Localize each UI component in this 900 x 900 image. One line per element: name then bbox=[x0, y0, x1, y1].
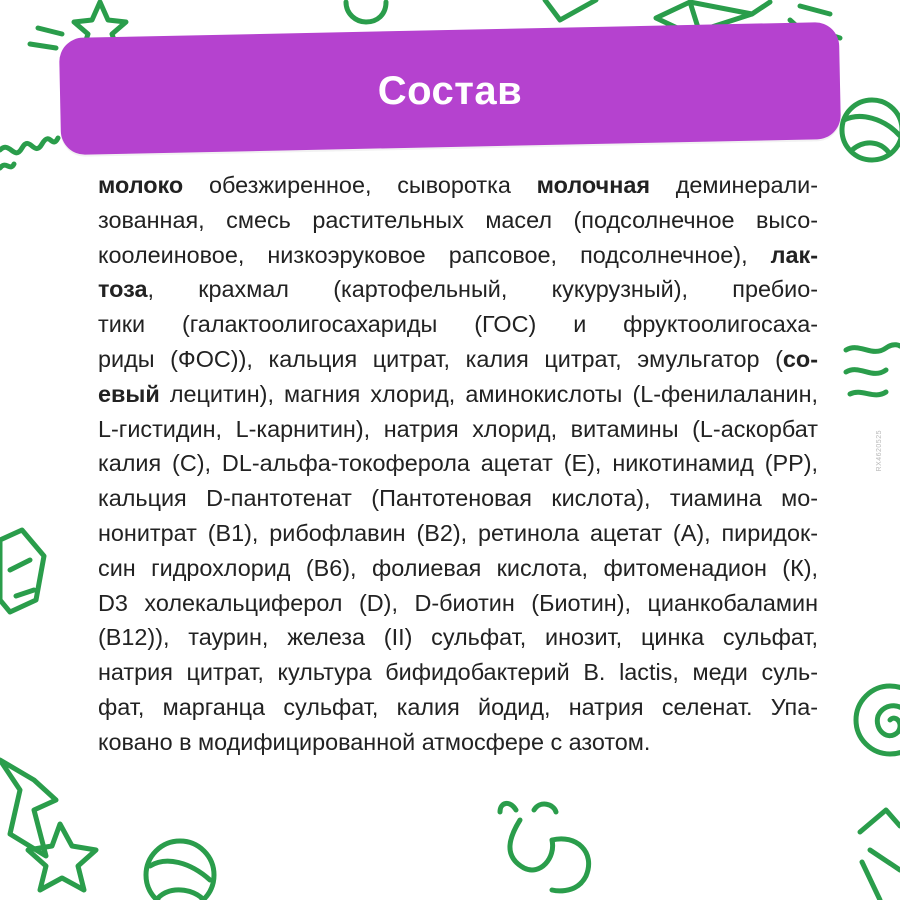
composition-line bbox=[98, 203, 818, 238]
ingredient-text: тики (галактоолигосахариды (ГОС) и фруктоолигосаха- bbox=[98, 311, 818, 338]
composition-line bbox=[98, 725, 818, 760]
gem-doodle-icon bbox=[0, 530, 44, 612]
ingredient-text: (В12)), таурин, железа (II) сульфат, инозит, цинка сульфат, bbox=[98, 624, 818, 651]
composition-line bbox=[98, 586, 818, 621]
bold-ingredient: молочная bbox=[536, 172, 650, 198]
composition-text bbox=[98, 168, 818, 760]
composition-line bbox=[98, 551, 818, 586]
bold-ingredient: со- bbox=[782, 345, 818, 372]
page-title: Состав bbox=[377, 69, 523, 113]
wave-doodle-icon bbox=[846, 345, 900, 395]
ingredient-text: калия (С), DL-альфа-токоферола ацетат (Е), никотинамид (РР), bbox=[98, 450, 818, 477]
composition-line bbox=[98, 307, 818, 342]
leaf-doodle-icon bbox=[860, 810, 900, 900]
ingredient-text: лецитин), магния хлорид, аминокислоты (L-фенилаланин, bbox=[159, 380, 818, 407]
ingredient-text: коолеиновое, низкоэруковое рапсовое, подсолнечное), bbox=[98, 241, 771, 268]
composition-line bbox=[98, 516, 818, 551]
crystal-doodle-icon bbox=[0, 760, 56, 856]
ingredient-text: риды (ФОС)), кальция цитрат, калия цитрат, эмульгатор ( bbox=[98, 345, 783, 372]
composition-line bbox=[98, 342, 818, 377]
composition-line bbox=[98, 412, 818, 447]
composition-line bbox=[98, 168, 818, 203]
ingredient-text: , крахмал (картофельный, кукурузный), пребио- bbox=[147, 276, 818, 303]
composition-line bbox=[98, 446, 818, 481]
ingredient-text: фат, марганца сульфат, калия йодид, натрия селенат. Упа- bbox=[98, 693, 818, 720]
composition-line bbox=[98, 238, 818, 273]
squiggle-doodle-icon bbox=[0, 138, 58, 153]
ingredient-text: ковано в модифицированной атмосфере с азотом. bbox=[98, 728, 651, 755]
bold-ingredient: лак- bbox=[770, 241, 818, 268]
ingredient-text: L-гистидин, L-карнитин), натрия хлорид, витамины (L-аскорбат bbox=[98, 415, 818, 442]
ingredient-text: син гидрохлорид (В6), фолиевая кислота, фитоменадион (К), bbox=[98, 554, 818, 581]
bold-ingredient: евый bbox=[98, 380, 160, 407]
composition-line bbox=[98, 655, 818, 690]
ingredient-text: деминерали- bbox=[649, 172, 819, 198]
ingredient-text: D3 холекальциферол (D), D-биотин (Биотин), цианкобаламин bbox=[98, 589, 818, 616]
ingredient-text: нонитрат (В1), рибофлавин (В2), ретинола ацетат (А), пиридок- bbox=[98, 519, 818, 546]
ingredient-text: натрия цитрат, культура бифидобактерий B. lactis, меди суль- bbox=[98, 659, 818, 686]
composition-line bbox=[98, 620, 818, 655]
circle-doodle-icon bbox=[346, 2, 386, 22]
composition-line bbox=[98, 481, 818, 516]
ingredient-text: кальция D-пантотенат (Пантотеновая кислота), тиамина мо- bbox=[98, 485, 818, 512]
ingredient-text: обезжиренное, сыворотка bbox=[183, 172, 537, 198]
ingredient-text: зованная, смесь растительных масел (подсолнечное высо- bbox=[98, 206, 818, 233]
bold-ingredient: молоко bbox=[98, 172, 184, 198]
dash-doodle-icon bbox=[30, 28, 62, 48]
composition-line bbox=[98, 690, 818, 725]
squiggle-doodle-icon bbox=[0, 164, 14, 168]
bold-ingredient: тоза bbox=[98, 276, 148, 303]
butterfly-doodle-icon bbox=[500, 803, 589, 890]
composition-line bbox=[98, 377, 818, 412]
side-code: RX4620525 bbox=[876, 430, 883, 472]
composition-line bbox=[98, 272, 818, 307]
